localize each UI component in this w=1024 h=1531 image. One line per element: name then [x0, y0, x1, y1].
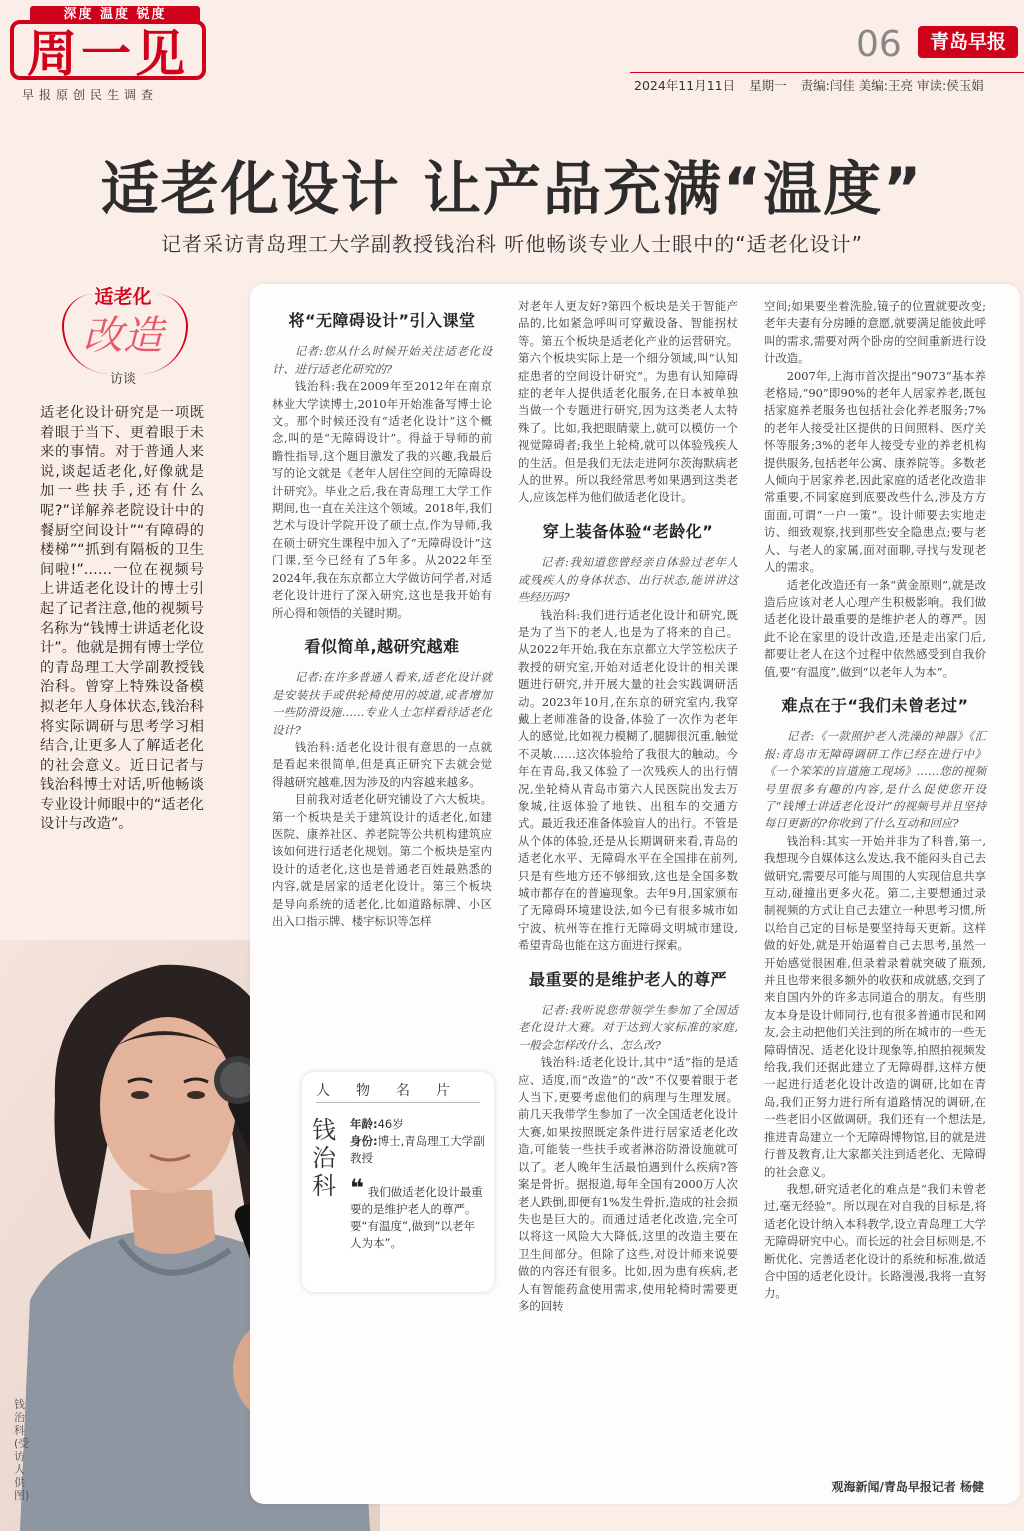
profile-title-label: 身份:: [350, 1134, 378, 1148]
page-number: 06: [856, 24, 902, 65]
photo-credit: 钱治科(受访人供图): [14, 1398, 30, 1502]
interview-answer: 钱治科:我们进行适老化设计和研究,既是为了当下的老人,也是为了将来的自己。从2022年开始,我在东京都立大学笠松庆子教授的研究室,开始对适老化设计的相关课题进行研究,并开展大量的社会实践调研活动。2023年10月,在东京的研究室内,我穿戴上老师准备的设备,体验了一次作为老年人的感觉,比如视力模糊了,腿脚很沉重,触觉不灵敏……这次体验给了我很大的触动。今年在青岛,我又体验了一次残疾人的出行情况,坐轮椅从青岛市第六人民医院出发去万象城,往返体验了地铁、出租车的交通方式。最近我还准备体验盲人的出行。不管是从个体的体验,还是从长期调研来看,青岛的适老化水平、无障碍水平在全国排在前列,只是有些地方还不够细致,这也是全国多数城市都存在的普遍现象。去年9月,国家颁布了无障碍环境建设法,如今已有很多城市如宁波、杭州等在推行无障碍文明城市建设,希望青岛也能在这方面进行探索。: [518, 607, 738, 953]
masthead-subtitle: 早报原创民生调查: [22, 88, 159, 102]
badge-top-text: 适老化: [94, 286, 152, 308]
subheadline: 记者采访青岛理工大学副教授钱治科 听他畅谈专业人士眼中的“适老化设计”: [160, 232, 864, 256]
interview-question: 记者:您从什么时候开始关注适老化设计、进行适老化研究的?: [272, 344, 492, 376]
paragraph: 2007年,上海市首次提出“9073”基本养老格局,“90”即90%的老年人居家养老,既包括家庭养老服务也包括社会化养老服务;7%的老年人接受社区提供的日间照料、医疗关怀等服务;3%的老年人接受专业的养老机构提供服务,包括老年公寓、康养院等。多数老人倾向于居家养老,因此家庭的适老化改造非常重要,不同家庭到底要改些什么,涉及方方面面,可谓“一户一策”。设计师要去实地走访、细致观察,找到那些安全隐患点;要与老人、与老人的家属,面对面聊,寻找与发现老人的需求。: [764, 368, 986, 575]
header-divider: [630, 72, 1024, 73]
profile-card: [302, 1072, 494, 1292]
issue-date: 2024年11月11日: [634, 78, 736, 93]
profile-quote-text: 我们做适老化设计最重要的是维护老人的尊严。要“有温度”,做到“以老年人为本”。: [350, 1185, 483, 1250]
quote-mark-icon: ❝: [350, 1174, 365, 1202]
paragraph: 对老年人更友好?第四个板块是关于智能产品的,比如紧急呼叫可穿戴设备、智能拐杖等。第五个板块是适老化产业的运营研究。第六个板块实际上是一个细分领域,叫“认知症患者的空间设计研究”。为患有认知障碍症的老年人提供适老化服务,在日本被单独当做一个专题进行研究,因为这类老人太特殊了。比如,我把眼睛蒙上,就可以模仿一个视觉障碍者;我坐上轮椅,就可以体验残疾人的生活。但是我们无法走进阿尔茨海默病老人的世界。所以我经常思考如果遇到这类老人,应该怎样为他们做适老化设计。: [518, 299, 738, 505]
interview-answer: 钱治科:其实一开始并非为了科普,第一,我想现今自媒体这么发达,我不能闷头自己去做研究,需要尽可能与周围的人实现信息共享互动,碰撞出更多火花。第二,主要想通过录制视频的方式让自己去建立一种思考习惯,所以给自己定的目标是要坚持每天更新。这样做的好处,就是开始逼着自己去思考,虽然一开始感觉很困难,但录着录着就突破了瓶颈,并且也带来很多额外的收获和成就感,交到了来自国内外的许多志同道合的朋友。有些朋友本身是设计师同行,也有很多普通市民和网友,会主动把他们关注到的所在城市的一些无障碍情况、适老化设计现象等,拍照拍视频发给我,我们还据此建立了无障碍群,这样方便一起进行适老化设计改造的调研,比如在青岛,我们正努力进行所有道路情况的调研,在一些老旧小区做调研。我们还有一个想法是,推进青岛建立一个无障碍博物馆,目的就是进行普及教育,让大家都关注到适老化、无障碍的社会意义。: [764, 833, 986, 1179]
article-column-1: [272, 312, 492, 930]
column-badge: [58, 282, 188, 386]
headline: 适老化设计 让产品充满“温度”: [100, 155, 924, 223]
newspaper-logo: 青岛早报: [918, 26, 1018, 58]
issue-weekday: 星期一: [749, 78, 787, 93]
section-heading: 看似简单,越研究越难: [304, 636, 460, 656]
paragraph: 适老化改造还有一条“黄金原则”,就是改造后应该对老人心理产生积极影响。我们做适老化设计最重要的是维护老人的尊严。因此不论在家里的设计改造,还是走出家门后,都要让老人在这个过程中依然感受到自我价值,要“有温度”,做到“以老年人为本”。: [764, 577, 986, 679]
byline: 观海新闻/青岛早报记者 杨健: [831, 1480, 984, 1494]
profile-title: 博士,青岛理工大学副教授: [350, 1134, 485, 1165]
profile-card-header: 人物名片: [316, 1083, 476, 1099]
interview-answer: 钱治科:我在2009年至2012年在南京林业大学读博士,2010年开始准备写博士论文。那个时候还没有“适老化设计”这个概念,叫的是“无障碍设计”。得益于导师的前瞻性指导,这个题目激发了我的兴趣,我最后写的论文就是《老年人居住空间的无障碍设计研究》。毕业之后,我在青岛理工大学工作期间,也一直在关注这个领域。2018年,我们艺术与设计学院开设了硕士点,作为导师,我在硕士研究生课程中加入了“无障碍设计”这门课,至今已经有了5年多。从2022年至2024年,我在东京都立大学做访问学者,对适老化设计进行了深入研究,这也是我开始有所心得和领悟的关键时期。: [272, 379, 492, 620]
paragraph: 我想,研究适老化的难点是“我们未曾老过,毫无经验”。所以现在对自我的目标是,将适老化设计纳入本科教学,设立青岛理工大学无障碍研究中心。而长远的社会目标则是,不断优化、完善适老化设计的系统和标准,做适合中国的适老化设计。长路漫漫,我将一直努力。: [764, 1181, 986, 1301]
interview-answer: 钱治科:适老化设计很有意思的一点就是看起来很简单,但是真正研究下去就会觉得越研究越难,因为涉及的内容越来越多。: [272, 739, 492, 789]
badge-main-text: 改造: [83, 313, 163, 359]
interview-question: 记者:我知道您曾经亲自体验过老年人或残疾人的身体状态、出行状态,能讲讲这些经历吗?: [518, 555, 738, 605]
interview-question: 记者:我听说您带领学生参加了全国适老化设计大赛。对于达到大家标准的家庭,一般会怎样改什么、怎么改?: [518, 1003, 738, 1052]
profile-name: 钱治科: [312, 1116, 336, 1200]
issue-editors: 责编:闫佳 美编:王亮 审读:侯玉娟: [800, 78, 984, 93]
badge-bottom-text: 访谈: [109, 372, 136, 387]
profile-age: 46岁: [377, 1117, 404, 1131]
issue-info: [634, 76, 994, 94]
masthead-tagline: 深度 温度 锐度: [30, 6, 200, 24]
section-heading: 难点在于“我们未曾老过”: [781, 695, 969, 715]
article-column-3: [764, 298, 986, 1303]
section-heading: 最重要的是维护老人的尊严: [528, 969, 727, 989]
article-column-2: [518, 298, 738, 1315]
paragraph: 目前我对适老化研究铺设了六大板块。第一个板块是关于建筑设计的适老化,如建医院、康养社区、养老院等公共机构建筑应该如何进行适老化规划。第二个板块是室内设计的适老化,这也是普通老百姓最熟悉的内容,就是居家的适老化设计。第三个板块是导向系统的适老化,比如道路标牌、小区出入口指示牌、楼宇标识等怎样: [272, 792, 492, 928]
paragraph: 空间;如果要坐着洗脸,镜子的位置就要改变;老年夫妻有分房睡的意愿,就要满足能彼此呼叫的需求,需要对两个卧房的空间重新进行设计改造。: [764, 299, 986, 366]
section-heading: 将“无障碍设计”引入课堂: [288, 311, 476, 330]
masthead: [10, 6, 210, 100]
profile-card-divider: [316, 1102, 480, 1103]
profile-info: [350, 1116, 486, 1167]
masthead-title: 周一见: [10, 20, 206, 80]
interview-question: 记者:《一款照护老人洗澡的神器》《汇报:青岛市无障碍调研工作已经在进行中》《一个笨笨的盲道施工现场》……您的视频号里很多有趣的内容,是什么促使您开设了“钱博士讲适老化设计”的视频号并且坚持每日更新的?你收到了什么互动和回应?: [764, 729, 986, 831]
interview-answer: 钱治科:适老化设计,其中“适”指的是适应、适度,而“改造”的“改”不仅要着眼于老人当下,更要考虑他们的病理与生理发展。前几天我带学生参加了一次全国适老化设计大赛,如果按照既定条件进行居家适老化改造,可能装一些扶手或者淋浴防滑设施就可以了。老人晚年生活最怕遇到什么疾病?答案是骨折。据报道,每年全国有2000万人次老人跌倒,即便有1%发生骨折,造成的社会损失也是巨大的。而通过适老化改造,完全可以将这一风险大大降低,这里的改造主要在卫生间部分。但除了这些,对设计师来说要做的内容还有很多。比如,因为患有疾病,老人有智能药盒使用需求,使用轮椅时需要更多的回转: [518, 1055, 738, 1313]
profile-quote: [350, 1174, 484, 1252]
section-heading: 穿上装备体验“老龄化”: [542, 521, 714, 541]
article-intro: 适老化设计研究是一项既着眼于当下、更着眼于未来的事情。对于普通人来说,谈起适老化,好像就是加一些扶手,还有什么呢?”详解养老院设计中的餐厨空间设计”“有障碍的楼梯”“抓到有隔板的卫生间啦!”……一位在视频号上讲适老化设计的博士引起了记者注意,他的视频号名称为“钱博士讲适老化设计”。他就是拥有博士学位的青岛理工大学副教授钱治科。曾穿上特殊设备模拟老年人身体状态,钱治科将实际调研与思考学习相结合,让更多人了解适老化的社会意义。近日记者与钱治科博士对话,听他畅谈专业设计师眼中的“适老化设计与改造”。: [40, 405, 204, 833]
profile-age-label: 年龄:: [350, 1117, 378, 1131]
interview-question: 记者:在许多普通人看来,适老化设计就是安装扶手或供轮椅使用的坡道,或者增加一些防滑设施……专业人士怎样看待适老化设计?: [272, 670, 492, 737]
